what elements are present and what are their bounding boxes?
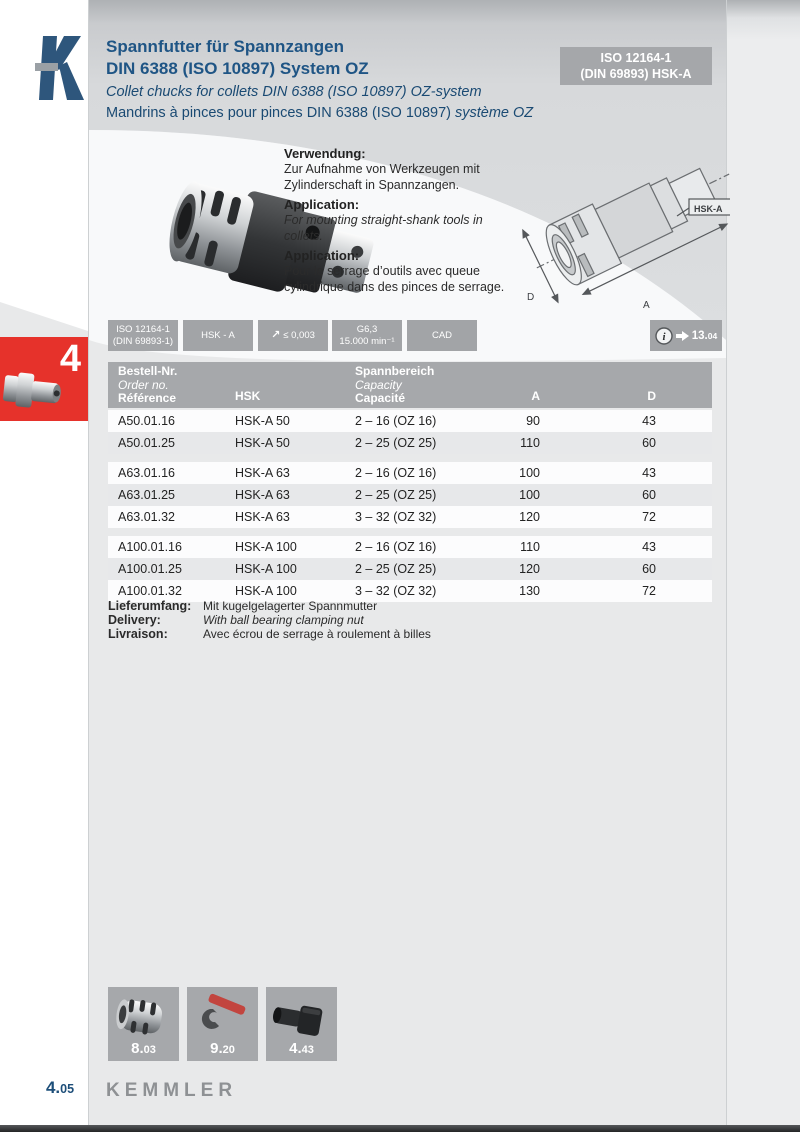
cell-capacity: 3 – 32 (OZ 32) (355, 510, 437, 524)
info-page-main: 13. (691, 329, 708, 342)
table-row (108, 462, 712, 484)
info-page-sub: 04 (707, 330, 718, 341)
cell-order-no: A100.01.25 (118, 562, 182, 576)
delivery-text-de: Mit kugelgelagerter Spannmutter (203, 599, 378, 613)
spec-badge-hsk-line1: HSK - A (201, 329, 235, 341)
section-tab (0, 337, 88, 421)
cell-capacity: 2 – 16 (OZ 16) (355, 540, 437, 554)
cell-capacity: 2 – 16 (OZ 16) (355, 414, 437, 428)
cell-capacity: 2 – 25 (OZ 25) (355, 488, 437, 502)
table-header (108, 362, 712, 408)
cell-dim-d: 72 (642, 584, 656, 598)
accessory-ref-sleeve (266, 1040, 337, 1057)
cell-hsk: HSK-A 63 (235, 488, 290, 502)
col-header-capacity-fr: Capacité (355, 391, 406, 405)
application-label-de: Verwendung: (284, 146, 366, 161)
application-en-line1: For mounting straight-shank tools in collets. (284, 213, 483, 243)
dim-d-label: D (527, 292, 535, 303)
cell-dim-d: 60 (642, 488, 656, 502)
ref-sub: 03 (143, 1044, 156, 1056)
col-header-order (118, 365, 177, 406)
application-text (284, 146, 509, 295)
footer-page-sub: 05 (60, 1082, 75, 1096)
application-label-en: Application: (284, 197, 360, 212)
application-label-fr: Application: (284, 248, 360, 263)
delivery-label-en: Delivery: (108, 613, 161, 627)
cell-order-no: A63.01.16 (118, 466, 175, 480)
delivery-text-en: With ball bearing clamping nut (203, 613, 364, 627)
cell-dim-a: 120 (519, 510, 540, 524)
svg-text:i: i (662, 330, 666, 343)
cell-order-no: A50.01.25 (118, 436, 175, 450)
cell-hsk: HSK-A 100 (235, 540, 297, 554)
application-fr-line2: cylindrique dans des pinces de serrage. (284, 279, 505, 294)
delivery-section (108, 600, 588, 642)
cell-hsk: HSK-A 100 (235, 562, 297, 576)
footer-page-main: 4. (45, 1078, 61, 1097)
application-de-line1: Zur Aufnahme von Werkzeugen mit (284, 162, 480, 176)
info-icon (655, 327, 673, 345)
table-row (108, 558, 712, 580)
spec-badge-iso-line2: (DIN 69893-1) (112, 335, 174, 347)
delivery-row-en (108, 614, 588, 628)
subtitle-fr-main: Mandrins à pinces pour pinces DIN 6388 (ISO 10897) (106, 105, 455, 121)
accessory-card-collet (108, 987, 179, 1061)
brand-wordmark: KEMMLER (106, 1080, 238, 1101)
arrow-right-icon (676, 331, 689, 341)
spec-badge-balance-line2: 15.000 min⁻¹ (339, 335, 395, 347)
accessory-ref-wrench (187, 1040, 258, 1057)
cell-capacity: 3 – 32 (OZ 32) (355, 584, 437, 598)
cell-order-no: A50.01.16 (118, 414, 175, 428)
accessory-card-sleeve (266, 987, 337, 1061)
delivery-row-fr (108, 628, 588, 642)
cell-dim-d: 60 (642, 562, 656, 576)
delivery-text-fr: Avec écrou de serrage à roulement à billes (203, 627, 431, 641)
subtitle-fr-italic: système OZ (455, 105, 534, 121)
cell-dim-a: 110 (520, 436, 540, 450)
section-tab-number: 4 (59, 338, 81, 380)
table-row (108, 580, 712, 602)
spec-badge-balance (332, 320, 402, 351)
ref-main: 8. (131, 1040, 144, 1057)
cell-order-no: A100.01.32 (118, 584, 182, 598)
k-logo-icon (34, 36, 86, 100)
application-fr-line1: Pour le serrage d’outils avec queue (284, 264, 480, 278)
cell-dim-d: 43 (642, 466, 656, 480)
ref-sub: 20 (222, 1044, 235, 1056)
table-row (108, 410, 712, 432)
col-header-order-de: Bestell-Nr. (118, 364, 178, 378)
accessory-card-wrench (187, 987, 258, 1061)
col-header-a: A (531, 389, 540, 403)
cell-capacity: 2 – 16 (OZ 16) (355, 466, 437, 480)
col-header-capacity-en: Capacity (355, 377, 402, 392)
application-de-line2: Zylinderschaft in Spannzangen. (284, 177, 460, 192)
section-tab-thumbnail (2, 359, 64, 415)
table-row (108, 506, 712, 528)
delivery-label-de: Lieferumfang: (108, 599, 192, 613)
cell-capacity: 2 – 25 (OZ 25) (355, 562, 437, 576)
table-row (108, 536, 712, 558)
page-header (106, 36, 546, 124)
cell-hsk: HSK-A 50 (235, 436, 290, 450)
cell-dim-d: 72 (642, 510, 656, 524)
cell-hsk: HSK-A 100 (235, 584, 297, 598)
cell-dim-d: 60 (642, 436, 656, 450)
hook-wrench-icon (193, 991, 252, 1037)
delivery-row-de (108, 600, 588, 614)
info-page-ref (692, 330, 717, 342)
standard-badge (560, 47, 712, 85)
info-ref-badge (650, 320, 722, 351)
footer-page-number (36, 1078, 84, 1098)
right-margin (726, 0, 800, 1132)
cell-hsk: HSK-A 63 (235, 466, 290, 480)
cell-dim-a: 100 (519, 466, 540, 480)
reduction-sleeve-icon (272, 991, 331, 1037)
table-row (108, 432, 712, 454)
cell-dim-a: 110 (520, 540, 540, 554)
bottom-edge-bar (0, 1125, 800, 1132)
cell-order-no: A63.01.25 (118, 488, 175, 502)
margin-wedge (0, 295, 88, 337)
delivery-label-fr: Livraison: (108, 627, 168, 641)
page-subtitle-fr (106, 103, 546, 124)
collet-icon (114, 991, 173, 1037)
spec-badge-runout (258, 320, 328, 351)
spec-badge-iso (108, 320, 178, 351)
cell-dim-d: 43 (642, 414, 656, 428)
table-row (108, 484, 712, 506)
ref-main: 9. (210, 1040, 223, 1057)
page-subtitle-en: Collet chucks for collets DIN 6388 (ISO 10897) OZ-system (106, 84, 482, 100)
page-title-de-2: DIN 6388 (ISO 10897) System OZ (106, 59, 369, 78)
ref-sub: 43 (301, 1044, 314, 1056)
cell-capacity: 2 – 25 (OZ 25) (355, 436, 437, 450)
accessory-ref-collet (108, 1040, 179, 1057)
col-header-order-fr: Référence (118, 391, 177, 405)
cell-dim-a: 130 (519, 584, 540, 598)
dim-a-label: A (643, 300, 650, 311)
hsk-a-label: HSK-A (694, 204, 723, 214)
spec-badge-iso-line1: ISO 12164-1 (116, 324, 170, 335)
spec-badge-balance-line1: G6,3 (356, 324, 378, 335)
standard-badge-line1: ISO 12164-1 (600, 51, 672, 65)
cell-dim-a: 90 (526, 414, 540, 428)
cell-dim-a: 100 (519, 488, 540, 502)
runout-arrow-icon: ↗ (271, 328, 281, 341)
ref-main: 4. (289, 1040, 302, 1057)
spec-badge-cad (407, 320, 477, 351)
cell-dim-a: 120 (519, 562, 540, 576)
col-header-order-en: Order no. (118, 377, 169, 392)
spec-badge-hsk (183, 320, 253, 351)
spec-badge-runout-value: ≤ 0,003 (283, 329, 315, 341)
cell-dim-d: 43 (642, 540, 656, 554)
cell-order-no: A100.01.16 (118, 540, 182, 554)
col-header-d: D (647, 389, 656, 403)
col-header-capacity (355, 365, 434, 406)
page-title-de-1: Spannfutter für Spannzangen (106, 37, 344, 56)
col-header-hsk: HSK (235, 389, 261, 403)
technical-drawing (515, 132, 730, 324)
cell-order-no: A63.01.32 (118, 510, 175, 524)
spec-badge-cad-label: CAD (431, 329, 453, 341)
standard-badge-line2: (DIN 69893) HSK-A (580, 67, 692, 81)
col-header-capacity-de: Spannbereich (355, 364, 435, 378)
cell-hsk: HSK-A 63 (235, 510, 290, 524)
cell-hsk: HSK-A 50 (235, 414, 290, 428)
